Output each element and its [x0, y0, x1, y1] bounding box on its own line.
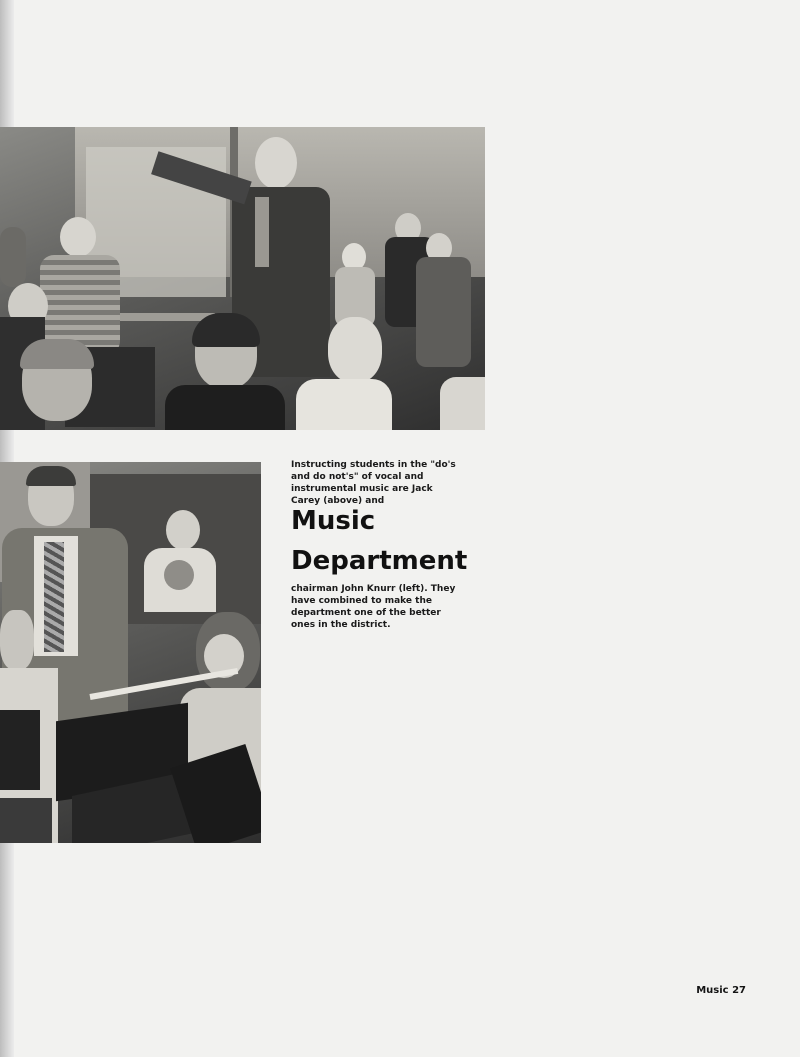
photo-vocal-class — [0, 127, 485, 430]
caption-lead: Instructing students in the "do's and do not's" of vocal and instrumental music are Jack Carey (above) and — [291, 460, 456, 506]
photo-band-rehearsal — [0, 462, 261, 843]
heading-music: Music — [291, 506, 376, 536]
page-folio: Music 27 — [696, 985, 746, 996]
heading-department: Department — [291, 546, 468, 576]
caption-tail: chairman John Knurr (left). They have combined to make the department one of the better ones in the district. — [291, 584, 456, 630]
